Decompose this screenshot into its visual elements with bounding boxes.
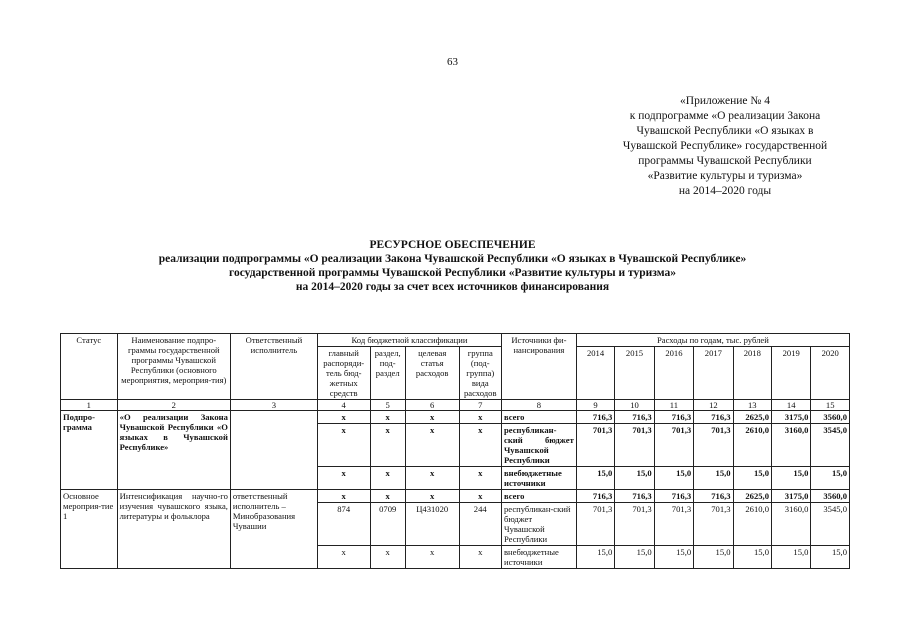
code-cell: x — [370, 411, 405, 424]
name-cell: «О реализации Закона Чувашской Республики «О языках в Чувашской Республике» — [117, 411, 230, 490]
header-year: 2019 — [772, 347, 811, 400]
appendix-line: к подпрограмме «О реализации Закона — [629, 110, 821, 122]
column-number: 10 — [615, 400, 654, 411]
code-cell: x — [370, 546, 405, 569]
source-cell: всего — [502, 411, 577, 424]
value-cell: 701,3 — [615, 503, 654, 546]
code-cell: x — [459, 546, 502, 569]
appendix-line: Чувашской Республики «О языках в — [636, 125, 814, 137]
code-cell: Ц431020 — [405, 503, 459, 546]
status-cell: Подпро-грамма — [61, 411, 118, 490]
column-number: 3 — [230, 400, 317, 411]
executor-cell — [230, 411, 317, 490]
source-cell: республикан-ский бюджет Чувашской Республики — [502, 424, 577, 467]
code-cell: x — [405, 546, 459, 569]
value-cell: 2610,0 — [733, 424, 771, 467]
page-number: 63 — [447, 56, 458, 68]
document-title — [60, 238, 845, 294]
column-number: 11 — [654, 400, 693, 411]
code-cell: x — [317, 490, 370, 503]
value-cell: 15,0 — [615, 467, 654, 490]
column-number: 8 — [502, 400, 577, 411]
value-cell: 3560,0 — [811, 490, 850, 503]
header-year: 2015 — [615, 347, 654, 400]
header-main-manager: главный распоряди-тель бюд-жетных средств — [317, 347, 370, 400]
header-sources: Источники фи-нансирования — [502, 334, 577, 400]
header-expense-group: группа (под-группа) вида расходов — [459, 347, 502, 400]
appendix-line: «Развитие культуры и туризма» — [647, 170, 803, 182]
header-budget-code: Код бюджетной классификации — [317, 334, 501, 347]
value-cell: 3175,0 — [772, 490, 811, 503]
column-number: 15 — [811, 400, 850, 411]
column-number: 1 — [61, 400, 118, 411]
code-cell: x — [370, 467, 405, 490]
value-cell: 716,3 — [615, 411, 654, 424]
title-line: РЕСУРСНОЕ ОБЕСПЕЧЕНИЕ — [369, 239, 536, 251]
value-cell: 701,3 — [654, 424, 693, 467]
value-cell: 3545,0 — [811, 424, 850, 467]
value-cell: 716,3 — [654, 490, 693, 503]
appendix-line: на 2014–2020 годы — [678, 185, 772, 197]
value-cell: 716,3 — [654, 411, 693, 424]
appendix-line: «Приложение № 4 — [680, 95, 770, 107]
header-year: 2016 — [654, 347, 693, 400]
header-executor: Ответственный исполнитель — [230, 334, 317, 400]
value-cell: 3175,0 — [772, 411, 811, 424]
table-row — [61, 411, 850, 424]
value-cell: 2625,0 — [733, 490, 771, 503]
code-cell: x — [405, 467, 459, 490]
header-status: Статус — [61, 334, 118, 400]
value-cell: 716,3 — [615, 490, 654, 503]
header-year: 2017 — [694, 347, 733, 400]
value-cell: 3160,0 — [772, 503, 811, 546]
column-number: 14 — [772, 400, 811, 411]
column-number: 4 — [317, 400, 370, 411]
header-year: 2018 — [733, 347, 771, 400]
header-year: 2014 — [576, 347, 614, 400]
appendix-note — [560, 94, 890, 199]
code-cell: x — [405, 411, 459, 424]
source-cell: всего — [502, 490, 577, 503]
table-header-row — [61, 334, 850, 347]
code-cell: 874 — [317, 503, 370, 546]
status-cell: Основное мероприя-тие 1 — [61, 490, 118, 569]
title-line: реализации подпрограммы «О реализации Закона Чувашской Республики «О языках в Чувашской Республике» — [158, 253, 747, 265]
value-cell: 15,0 — [654, 467, 693, 490]
value-cell: 3545,0 — [811, 503, 850, 546]
value-cell: 3560,0 — [811, 411, 850, 424]
source-cell: республикан-ский бюджет Чувашской Республики — [502, 503, 577, 546]
value-cell: 15,0 — [733, 546, 771, 569]
column-number-row — [61, 400, 850, 411]
value-cell: 15,0 — [694, 546, 733, 569]
code-cell: x — [405, 490, 459, 503]
header-year: 2020 — [811, 347, 850, 400]
value-cell: 701,3 — [615, 424, 654, 467]
value-cell: 15,0 — [733, 467, 771, 490]
value-cell: 2625,0 — [733, 411, 771, 424]
code-cell: x — [317, 411, 370, 424]
value-cell: 15,0 — [811, 546, 850, 569]
value-cell: 701,3 — [694, 424, 733, 467]
appendix-line: программы Чувашской Республики — [638, 155, 812, 167]
value-cell: 15,0 — [576, 467, 614, 490]
value-cell: 716,3 — [576, 411, 614, 424]
header-section: раздел, под-раздел — [370, 347, 405, 400]
value-cell: 15,0 — [615, 546, 654, 569]
resource-table — [60, 333, 850, 569]
code-cell: x — [459, 490, 502, 503]
title-line: государственной программы Чувашской Республики «Развитие культуры и туризма» — [229, 267, 676, 279]
appendix-line: Чувашской Республике» государственной — [622, 140, 828, 152]
value-cell: 15,0 — [811, 467, 850, 490]
code-cell: x — [459, 424, 502, 467]
value-cell: 701,3 — [654, 503, 693, 546]
code-cell: x — [459, 467, 502, 490]
value-cell: 15,0 — [772, 546, 811, 569]
table-row — [61, 490, 850, 503]
value-cell: 15,0 — [772, 467, 811, 490]
value-cell: 2610,0 — [733, 503, 771, 546]
value-cell: 3160,0 — [772, 424, 811, 467]
value-cell: 701,3 — [576, 424, 614, 467]
column-number: 7 — [459, 400, 502, 411]
value-cell: 701,3 — [694, 503, 733, 546]
name-cell: Интенсификация научно-го изучения чувашского языка, литературы и фольклора — [117, 490, 230, 569]
column-number: 13 — [733, 400, 771, 411]
code-cell: x — [370, 424, 405, 467]
code-cell: x — [317, 467, 370, 490]
value-cell: 15,0 — [576, 546, 614, 569]
code-cell: 244 — [459, 503, 502, 546]
source-cell: внебюджетные источники — [502, 546, 577, 569]
code-cell: x — [370, 490, 405, 503]
value-cell: 15,0 — [694, 467, 733, 490]
column-number: 6 — [405, 400, 459, 411]
code-cell: x — [317, 546, 370, 569]
header-name: Наименование подпро-граммы государственной программы Чувашской Республики (основного мероприятия, мероприя-тия) — [117, 334, 230, 400]
value-cell: 716,3 — [694, 490, 733, 503]
column-number: 12 — [694, 400, 733, 411]
value-cell: 716,3 — [576, 490, 614, 503]
source-cell: внебюджетные источники — [502, 467, 577, 490]
column-number: 5 — [370, 400, 405, 411]
column-number: 2 — [117, 400, 230, 411]
value-cell: 701,3 — [576, 503, 614, 546]
value-cell: 15,0 — [654, 546, 693, 569]
value-cell: 716,3 — [694, 411, 733, 424]
code-cell: x — [317, 424, 370, 467]
code-cell: x — [459, 411, 502, 424]
executor-cell: ответственный исполнитель – Минобразования Чувашии — [230, 490, 317, 569]
code-cell: x — [405, 424, 459, 467]
code-cell: 0709 — [370, 503, 405, 546]
title-line: на 2014–2020 годы за счет всех источников финансирования — [295, 281, 610, 293]
column-number: 9 — [576, 400, 614, 411]
header-target-item: целевая статья расходов — [405, 347, 459, 400]
header-expenses: Расходы по годам, тыс. рублей — [576, 334, 849, 347]
